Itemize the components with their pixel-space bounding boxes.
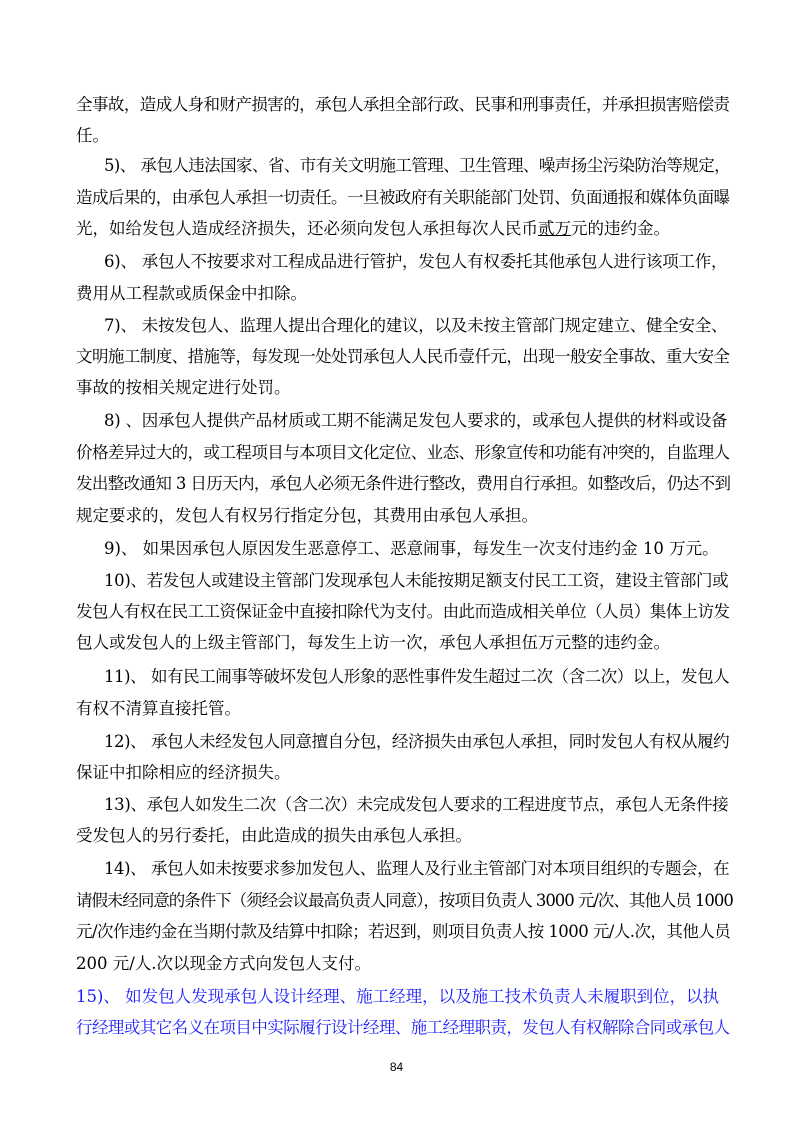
text-run: 10)、若发包人或建设主管部门发现承包人未能按期足额支付民工工资，建设主管部门或 (104, 571, 729, 590)
text-run: 光，如给发包人造成经济损失，还必须向发包人承担每次人民币 (76, 219, 538, 238)
text-line (104, 311, 726, 341)
text-run: 5)、 承包人违法国家、省、市有关文明施工管理、卫生管理、噪声扬尘污染防治等规定， (104, 156, 731, 175)
text-run: 11)、 如有民工闹事等破坏发包人形象的恶性事件发生超过二次（含二次）以上，发包人 (104, 667, 730, 686)
text-line (76, 949, 726, 979)
text-line (76, 597, 730, 627)
text-run: 6)、 承包人不按要求对工程成品进行管护，发包人有权委托其他承包人进行该项工作， (104, 252, 728, 271)
text-run: 8) 、因承包人提供产品材质或工期不能满足发包人要求的，或承包人提供的材料或设备 (104, 411, 728, 430)
text-line (76, 121, 726, 151)
text-line (76, 821, 726, 851)
text-line (76, 628, 726, 658)
text-run: 价格差异过大的，或工程项目与本项目文化定位、业态、形象宣传和功能有冲突的，自监理人 (76, 443, 730, 462)
text-run: 保证中扣除相应的经济损失。 (76, 763, 291, 782)
text-line (76, 917, 731, 947)
text-run: 费用从工程款或质保金中扣除。 (76, 284, 307, 303)
text-run: 有权不清算直接托管。 (76, 699, 241, 718)
text-line (104, 566, 729, 596)
text-run: 造成后果的，由承包人承担一切责任。一旦被政府有关职能部门处罚、负面通报和媒体负面曝 (76, 188, 730, 207)
text-line (104, 534, 726, 564)
amount-underlined: 贰万 (538, 219, 571, 238)
text-line (76, 373, 726, 403)
text-run: 7)、 未按发包人、监理人提出合理化的建议，以及未按主管部门规定建立、健全安全、 (104, 316, 728, 335)
text-line (76, 342, 730, 372)
text-run: 200 元/人.次以现金方式向发包人支付。 (76, 954, 372, 973)
text-line (76, 438, 730, 468)
text-line (76, 501, 726, 531)
text-run: 12)、 承包人未经发包人同意擅自分包，经济损失由承包人承担，同时发包人有权从履约 (104, 732, 730, 751)
text-line (104, 406, 726, 436)
text-run: 受发包人的另行委托，由此造成的损失由承包人承担。 (76, 826, 472, 845)
text-line (104, 151, 731, 181)
text-run: 发包人有权在民工工资保证金中直接扣除代为支付。由此而造成相关单位（人员）集体上访发 (76, 602, 730, 621)
text-line (104, 727, 730, 757)
page-number: 84 (389, 1060, 404, 1074)
text-run: 任。 (76, 126, 109, 145)
text-run: 规定要求的，发包人有权另行指定分包，其费用由承包人承担。 (76, 506, 538, 525)
text-run: 全事故，造成人身和财产损害的，承包人承担全部行政、民事和刑事责任，并承担损害赔偿责 (76, 95, 730, 114)
text-line (76, 886, 733, 916)
text-run: 15)、 如发包人发现承包人设计经理、施工经理，以及施工技术负责人未履职到位，以执 (76, 987, 720, 1006)
text-run: 文明施工制度、措施等，每发现一处处罚承包人人民币壹仟元，出现一般安全事故、重大安全 (76, 347, 730, 366)
text-line (104, 247, 726, 277)
text-line (76, 758, 726, 788)
text-run: 9)、 如果因承包人原因发生恶意停工、恶意闹事，每发生一次支付违约金 10 万元。 (104, 539, 719, 558)
text-run: 发出整改通知 3 日历天内，承包人必须无条件进行整改，费用自行承担。如整改后，仍达不到 (76, 474, 731, 493)
text-run: 事故的按相关规定进行处罚。 (76, 378, 291, 397)
text-run: 包人或发包人的上级主管部门，每发生上访一次，承包人承担伍万元整的违约金。 (76, 633, 670, 652)
text-run: 13)、承包人如发生二次（含二次）未完成发包人要求的工程进度节点，承包人无条件接 (104, 795, 729, 814)
text-line-highlighted (76, 1013, 730, 1043)
text-run: 14)、 承包人如未按要求参加发包人、监理人及行业主管部门对本项目组织的专题会，在 (104, 859, 730, 878)
text-run: 请假未经同意的条件下（须经会议最高负责人同意），按项目负责人 3000 元/次、其他人员 1000 (76, 891, 733, 910)
text-line (76, 469, 731, 499)
text-run: 行经理或其它名义在项目中实际履行设计经理、施工经理职责，发包人有权解除合同或承包人 (76, 1018, 730, 1037)
text-line (76, 279, 726, 309)
text-line (104, 790, 729, 820)
text-line (104, 662, 730, 692)
text-line (76, 694, 726, 724)
text-line (76, 90, 730, 120)
text-run: 元的违约金。 (571, 219, 670, 238)
text-line (104, 854, 730, 884)
text-line (76, 214, 726, 244)
text-line (76, 183, 730, 213)
text-run: 元/次作违约金在当期付款及结算中扣除；若迟到，则项目负责人按 1000 元/人.次，其他人员 (76, 922, 731, 941)
text-line-highlighted (76, 982, 726, 1012)
